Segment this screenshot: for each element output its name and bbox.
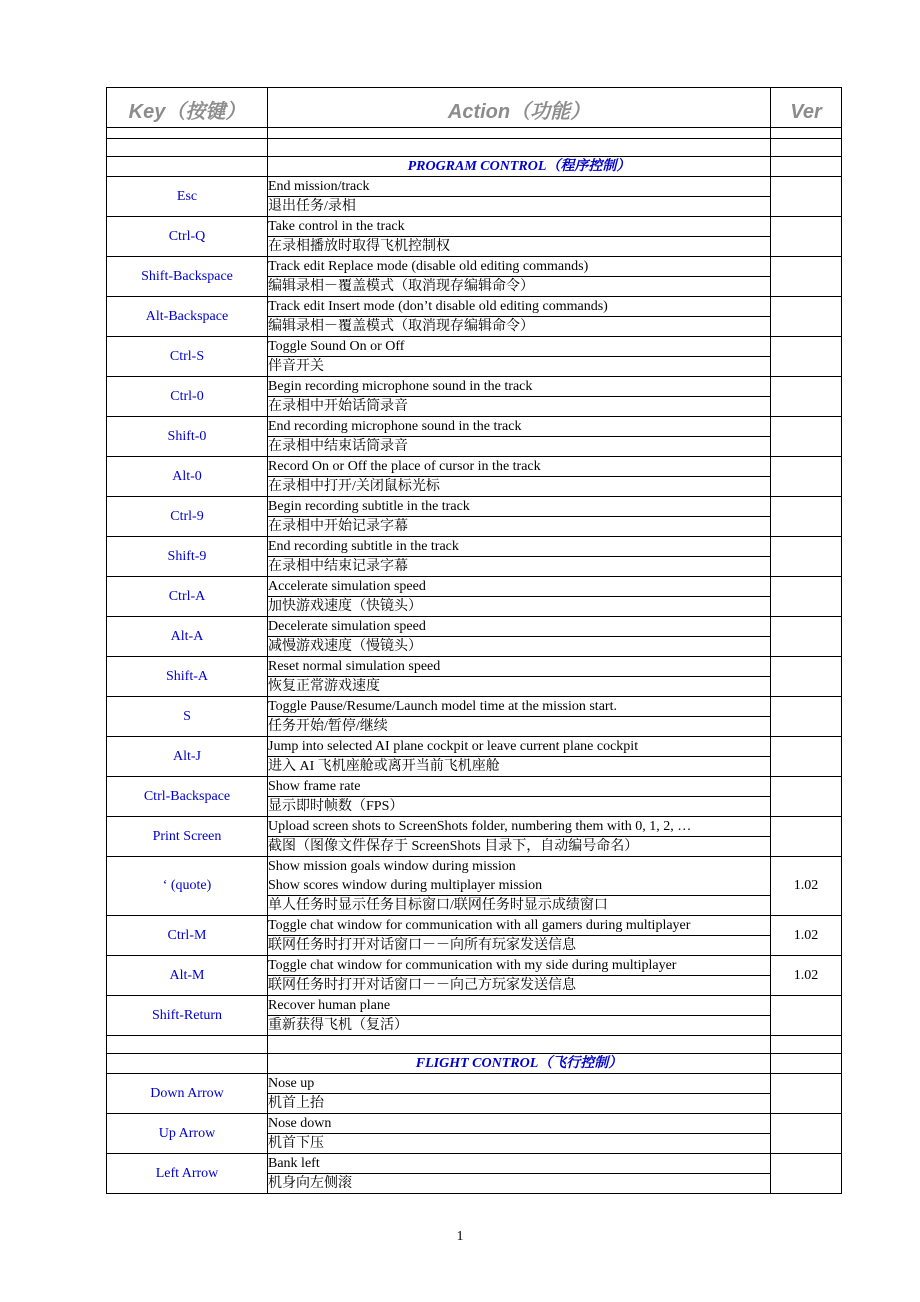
action-text: End mission/track: [268, 177, 771, 197]
hotkey-cell: Esc: [107, 177, 268, 217]
section-title: FLIGHT CONTROL（飞行控制）: [268, 1054, 771, 1074]
hotkey-cell: Ctrl-M: [107, 916, 268, 956]
table-row: [107, 497, 842, 517]
hotkey-cell: Shift-9: [107, 537, 268, 577]
table-row: [107, 297, 842, 317]
version-cell: [771, 777, 842, 817]
key-column-header: [107, 88, 268, 139]
action-text: Begin recording microphone sound in the track: [268, 377, 771, 397]
action-text: End recording microphone sound in the track: [268, 417, 771, 437]
hotkey-cell: Down Arrow: [107, 1074, 268, 1114]
action-text: Recover human plane: [268, 996, 771, 1016]
table-row: [107, 257, 842, 277]
table-row: [107, 377, 842, 397]
version-cell: [771, 337, 842, 377]
spacer-cell: [268, 1036, 771, 1054]
section-key-cell: [107, 157, 268, 177]
action-text: 伴音开关: [268, 357, 771, 377]
spacer-cell: [771, 139, 842, 157]
table-row: [107, 916, 842, 936]
table-row: [107, 1114, 842, 1134]
spacer-cell: [107, 1036, 268, 1054]
table-row: [107, 337, 842, 357]
table-row: [107, 697, 842, 717]
version-cell: [771, 577, 842, 617]
version-cell: [771, 817, 842, 857]
table-row: [107, 996, 842, 1016]
table-row: [107, 857, 842, 877]
header-row: [107, 88, 842, 139]
ver-column-header: [771, 88, 842, 139]
action-text: Begin recording subtitle in the track: [268, 497, 771, 517]
section-title: PROGRAM CONTROL（程序控制）: [268, 157, 771, 177]
action-text: End recording subtitle in the track: [268, 537, 771, 557]
action-text: 在录相中结束话筒录音: [268, 437, 771, 457]
spacer-cell: [771, 1036, 842, 1054]
action-text: Take control in the track: [268, 217, 771, 237]
version-cell: [771, 1154, 842, 1194]
action-text: 进入 AI 飞机座舱或离开当前飞机座舱: [268, 757, 771, 777]
hotkey-cell: Left Arrow: [107, 1154, 268, 1194]
hotkey-cell: S: [107, 697, 268, 737]
action-text: Decelerate simulation speed: [268, 617, 771, 637]
action-text: Track edit Replace mode (disable old editing commands): [268, 257, 771, 277]
hotkey-cell: Shift-A: [107, 657, 268, 697]
hotkey-cell: Ctrl-Backspace: [107, 777, 268, 817]
version-cell: [771, 497, 842, 537]
hotkey-cell: Ctrl-0: [107, 377, 268, 417]
action-text: 恢复正常游戏速度: [268, 677, 771, 697]
hotkey-table-body: [107, 88, 842, 1194]
action-text: Toggle Sound On or Off: [268, 337, 771, 357]
action-text: Accelerate simulation speed: [268, 577, 771, 597]
action-text: 重新获得飞机（复活）: [268, 1016, 771, 1036]
hotkey-cell: ‘ (quote): [107, 857, 268, 916]
action-text: 退出任务/录相: [268, 197, 771, 217]
hotkey-cell: Alt-0: [107, 457, 268, 497]
version-cell: [771, 297, 842, 337]
hotkey-cell: Shift-Backspace: [107, 257, 268, 297]
hotkey-cell: Up Arrow: [107, 1114, 268, 1154]
action-text: 机身向左侧滚: [268, 1174, 771, 1194]
section-key-cell: [107, 1054, 268, 1074]
table-row: [107, 777, 842, 797]
action-text: Jump into selected AI plane cockpit or leave current plane cockpit: [268, 737, 771, 757]
key-column-label: Key（按键）: [107, 99, 267, 128]
action-text: Bank left: [268, 1154, 771, 1174]
action-text: 机首上抬: [268, 1094, 771, 1114]
version-cell: [771, 217, 842, 257]
table-row: [107, 817, 842, 837]
action-text: Record On or Off the place of cursor in the track: [268, 457, 771, 477]
section-ver-cell: [771, 1054, 842, 1074]
version-cell: [771, 377, 842, 417]
version-cell: [771, 996, 842, 1036]
hotkey-cell: Shift-Return: [107, 996, 268, 1036]
action-text: Show mission goals window during mission: [268, 857, 771, 877]
action-text: 任务开始/暂停/继续: [268, 717, 771, 737]
version-cell: [771, 537, 842, 577]
table-row: [107, 1074, 842, 1094]
action-text: 在录相中开始话筒录音: [268, 397, 771, 417]
version-cell: [771, 737, 842, 777]
table-row: [107, 217, 842, 237]
action-text: 在录相中开始记录字幕: [268, 517, 771, 537]
hotkey-cell: Ctrl-A: [107, 577, 268, 617]
spacer-row: [107, 139, 842, 157]
spacer-cell: [268, 139, 771, 157]
section-ver-cell: [771, 157, 842, 177]
hotkey-cell: Alt-M: [107, 956, 268, 996]
table-row: [107, 177, 842, 197]
action-text: 联网任务时打开对话窗口－－向己方玩家发送信息: [268, 976, 771, 996]
hotkey-cell: Alt-Backspace: [107, 297, 268, 337]
table-row: [107, 577, 842, 597]
version-cell: [771, 1074, 842, 1114]
action-text: Reset normal simulation speed: [268, 657, 771, 677]
version-cell: 1.02: [771, 916, 842, 956]
action-text: Toggle chat window for communication with all gamers during multiplayer: [268, 916, 771, 936]
action-text: Show scores window during multiplayer mission: [268, 876, 771, 896]
action-text: 在录相中打开/关闭鼠标光标: [268, 477, 771, 497]
action-text: 编辑录相－覆盖模式（取消现存编辑命令）: [268, 277, 771, 297]
action-text: 编辑录相－覆盖模式（取消现存编辑命令）: [268, 317, 771, 337]
action-text: Nose down: [268, 1114, 771, 1134]
table-row: [107, 457, 842, 477]
version-cell: [771, 457, 842, 497]
table-row: [107, 417, 842, 437]
version-cell: 1.02: [771, 857, 842, 916]
action-text: Track edit Insert mode (don’t disable old editing commands): [268, 297, 771, 317]
hotkey-cell: Ctrl-S: [107, 337, 268, 377]
section-row: [107, 1054, 842, 1074]
action-text: Toggle chat window for communication with my side during multiplayer: [268, 956, 771, 976]
action-text: Show frame rate: [268, 777, 771, 797]
action-text: Toggle Pause/Resume/Launch model time at the mission start.: [268, 697, 771, 717]
action-text: Upload screen shots to ScreenShots folder, numbering them with 0, 1, 2, …: [268, 817, 771, 837]
hotkey-cell: Alt-A: [107, 617, 268, 657]
table-row: [107, 1154, 842, 1174]
spacer-cell: [107, 139, 268, 157]
hotkey-cell: Print Screen: [107, 817, 268, 857]
version-cell: [771, 657, 842, 697]
section-row: [107, 157, 842, 177]
action-text: 截图（图像文件保存于 ScreenShots 目录下，自动编号命名）: [268, 837, 771, 857]
hotkey-cell: Ctrl-9: [107, 497, 268, 537]
spacer-row: [107, 1036, 842, 1054]
action-text: 显示即时帧数（FPS）: [268, 797, 771, 817]
version-cell: [771, 697, 842, 737]
version-cell: [771, 257, 842, 297]
table-row: [107, 617, 842, 637]
version-cell: [771, 617, 842, 657]
action-text: 在录相播放时取得飞机控制权: [268, 237, 771, 257]
page-number: 1: [456, 1229, 464, 1244]
hotkey-cell: Alt-J: [107, 737, 268, 777]
action-text: 减慢游戏速度（慢镜头）: [268, 637, 771, 657]
action-text: 机首下压: [268, 1134, 771, 1154]
hotkey-table: [106, 87, 842, 1194]
table-row: [107, 657, 842, 677]
version-cell: [771, 1114, 842, 1154]
action-text: Nose up: [268, 1074, 771, 1094]
action-column-header: [268, 88, 771, 139]
table-row: [107, 956, 842, 976]
table-row: [107, 737, 842, 757]
ver-column-label: Ver: [771, 99, 841, 128]
action-text: 单人任务时显示任务目标窗口/联网任务时显示成绩窗口: [268, 896, 771, 916]
action-text: 在录相中结束记录字幕: [268, 557, 771, 577]
action-text: 加快游戏速度（快镜头）: [268, 597, 771, 617]
hotkey-cell: Shift-0: [107, 417, 268, 457]
action-column-label: Action（功能）: [268, 99, 770, 128]
version-cell: [771, 177, 842, 217]
version-cell: [771, 417, 842, 457]
table-row: [107, 537, 842, 557]
action-text: 联网任务时打开对话窗口－－向所有玩家发送信息: [268, 936, 771, 956]
version-cell: 1.02: [771, 956, 842, 996]
hotkey-cell: Ctrl-Q: [107, 217, 268, 257]
